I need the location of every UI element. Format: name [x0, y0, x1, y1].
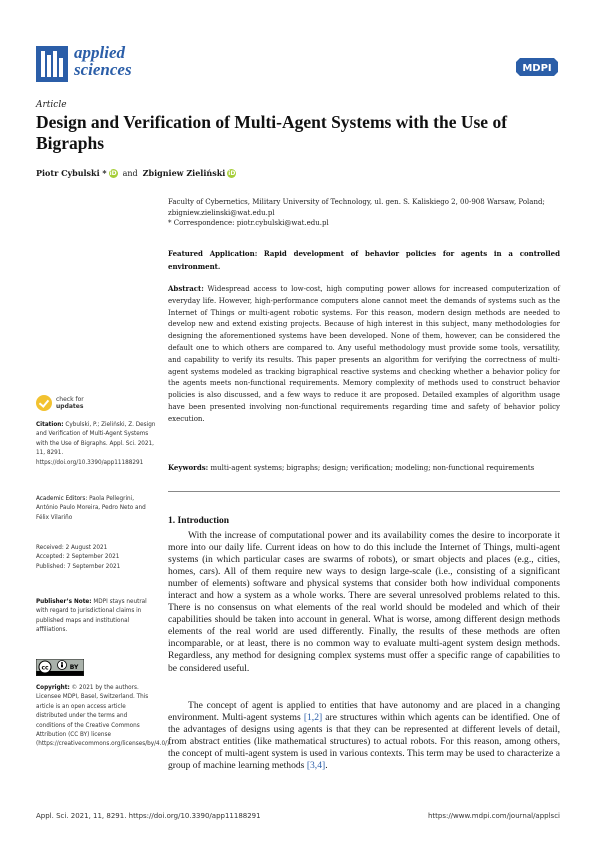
- author-conjunction: and: [122, 168, 138, 178]
- journal-logo-icon: [36, 46, 68, 82]
- dates: Received: 2 August 2021 Accepted: 2 September 2021 Published: 7 September 2021: [36, 545, 121, 570]
- citation-link[interactable]: [1,2]: [303, 712, 323, 724]
- academic-editors: Academic Editors: Paola Pellegrini, António Paulo Moreira, Pedro Neto and Félix Vilariño: [36, 496, 146, 521]
- citation: Citation: Cybulski, P.; Zieliński, Z. Design and Verification of Multi-Agent Systems with the Use of Bigraphs. Appl. Sci. 2021, 11, 8291. https://doi.org/10.3390/app11188291: [36, 422, 156, 466]
- page-title: Design and Verification of Multi-Agent Systems with the Use of Bigraphs: [36, 112, 508, 153]
- copyright: Copyright: © 2021 by the authors. Licensee MDPI, Basel, Switzerland. This article is an open access article distributed under the terms and conditions of the Creative Commons Attribution (CC BY) license (https://creativecommons.org/licenses/by/4.0/).: [36, 685, 172, 748]
- author-list: [36, 168, 236, 178]
- check-for-updates-button[interactable]: check for updates: [36, 395, 84, 411]
- affiliation: Faculty of Cybernetics, Military University of Technology, ul. gen. S. Kaliskiego 2, 00-908 Warsaw, Poland; zbigniew.zielinski@wat.edu.pl * Correspondence: piotr.cybulski@wat.edu.pl: [168, 198, 545, 227]
- orcid-icon[interactable]: iD: [109, 169, 117, 177]
- orcid-icon[interactable]: iD: [228, 169, 236, 177]
- article-type: Article: [36, 100, 67, 110]
- section-divider: [168, 491, 560, 492]
- abstract: Abstract: Widespread access to low-cost, high computing power allows for increased computerization of everyday life. However, high-performance computers alone cannot meet the demands of systems such as the Internet of Things or multi-agent robotic systems. For this reason, modern design methods are needed to develop new and extend existing projects. Because of high interest in this subject, many methodologies for designing the aforementioned systems have been developed. None of them, however, can be considered the default one to which others are compared to. Any useful methodology must provide some tools, versatility, and capability to verify its results. This paper presents an algorithm for verifying the correctness of multi-agent systems modeled as tracking bigraphical reactive systems and checking whether a behavior policy for the agents meets non-functional requirements. Memory complexity of methods used to construct behavior policies is also discussed, and a few ways to reduce it are proposed. Detailed examples of algorithm usage have been presented involving non-functional requirements regarding time and safety of behavior policy execution.: [168, 284, 560, 423]
- cc-by-license-icon[interactable]: [36, 659, 84, 676]
- svg-text:cc: cc: [41, 664, 49, 672]
- svg-text:BY: BY: [69, 664, 79, 671]
- footer-citation[interactable]: Appl. Sci. 2021, 11, 8291. https://doi.org/10.3390/app11188291: [36, 812, 261, 820]
- body-paragraph: With the increase of computational power and its availability comes the desire to incorporate it more into our daily life. Current ideas on how to do this include the Internet of Things, multi-agent systems (in which particular cases are swarms of robots), or smart objects and places (e.g., cities, homes, cars). All of them require new ways to design large-scale (i.e., consisting of a significant number of elements) software and physical systems that consider both how individual components interact and how a system as a whole works. There are several unresolved problems related to this. There is no consensus on what elements of the real world should be modeled and which of their capabilities should be taken into account in general. What is worse, among different design methods elements of the real world are used differently. Finally, the results of these methods are often incomparable, or at least, there is no common way to evaluate multi-agent system design methods. Regardless, any method for designing complex systems must offer a specific range of capabilities to be considered useful.: [168, 530, 560, 674]
- section-heading-introduction: 1. Introduction: [168, 516, 230, 526]
- journal-name: applied sciences: [74, 43, 132, 79]
- author-name: Zbigniew Zieliński: [142, 168, 226, 178]
- footer-journal-url[interactable]: https://www.mdpi.com/journal/applsci: [427, 812, 560, 820]
- featured-application: Featured Application: Rapid development of behavior policies for agents in a controlled environment.: [168, 249, 560, 271]
- citation-link[interactable]: [3,4]: [306, 760, 326, 772]
- check-updates-icon: [36, 395, 52, 411]
- body-paragraph: The concept of agent is applied to entities that have autonomy and are placed in a changing environment. Multi-agent systems [1,2] are structures within which agents can be identified. One of the advantages of designs using agents is that they can be represented at different levels of detail, from abstract entities (like mathematical structures) to actual robots. For this reason, among others, the concept of multi-agent system is used in various contexts. This term may be used to characterize a group of machine learning methods [3,4].: [168, 700, 560, 772]
- mdpi-logo-text: MDPI: [522, 63, 552, 74]
- author-name: Piotr Cybulski *: [36, 168, 107, 178]
- mdpi-logo[interactable]: [516, 58, 558, 76]
- keywords: Keywords: multi-agent systems; bigraphs; design; verification; modeling; non-functional requirements: [168, 463, 535, 472]
- publisher-note: Publisher’s Note: MDPI stays neutral with regard to jurisdictional claims in published maps and institutional affiliations.: [36, 599, 147, 634]
